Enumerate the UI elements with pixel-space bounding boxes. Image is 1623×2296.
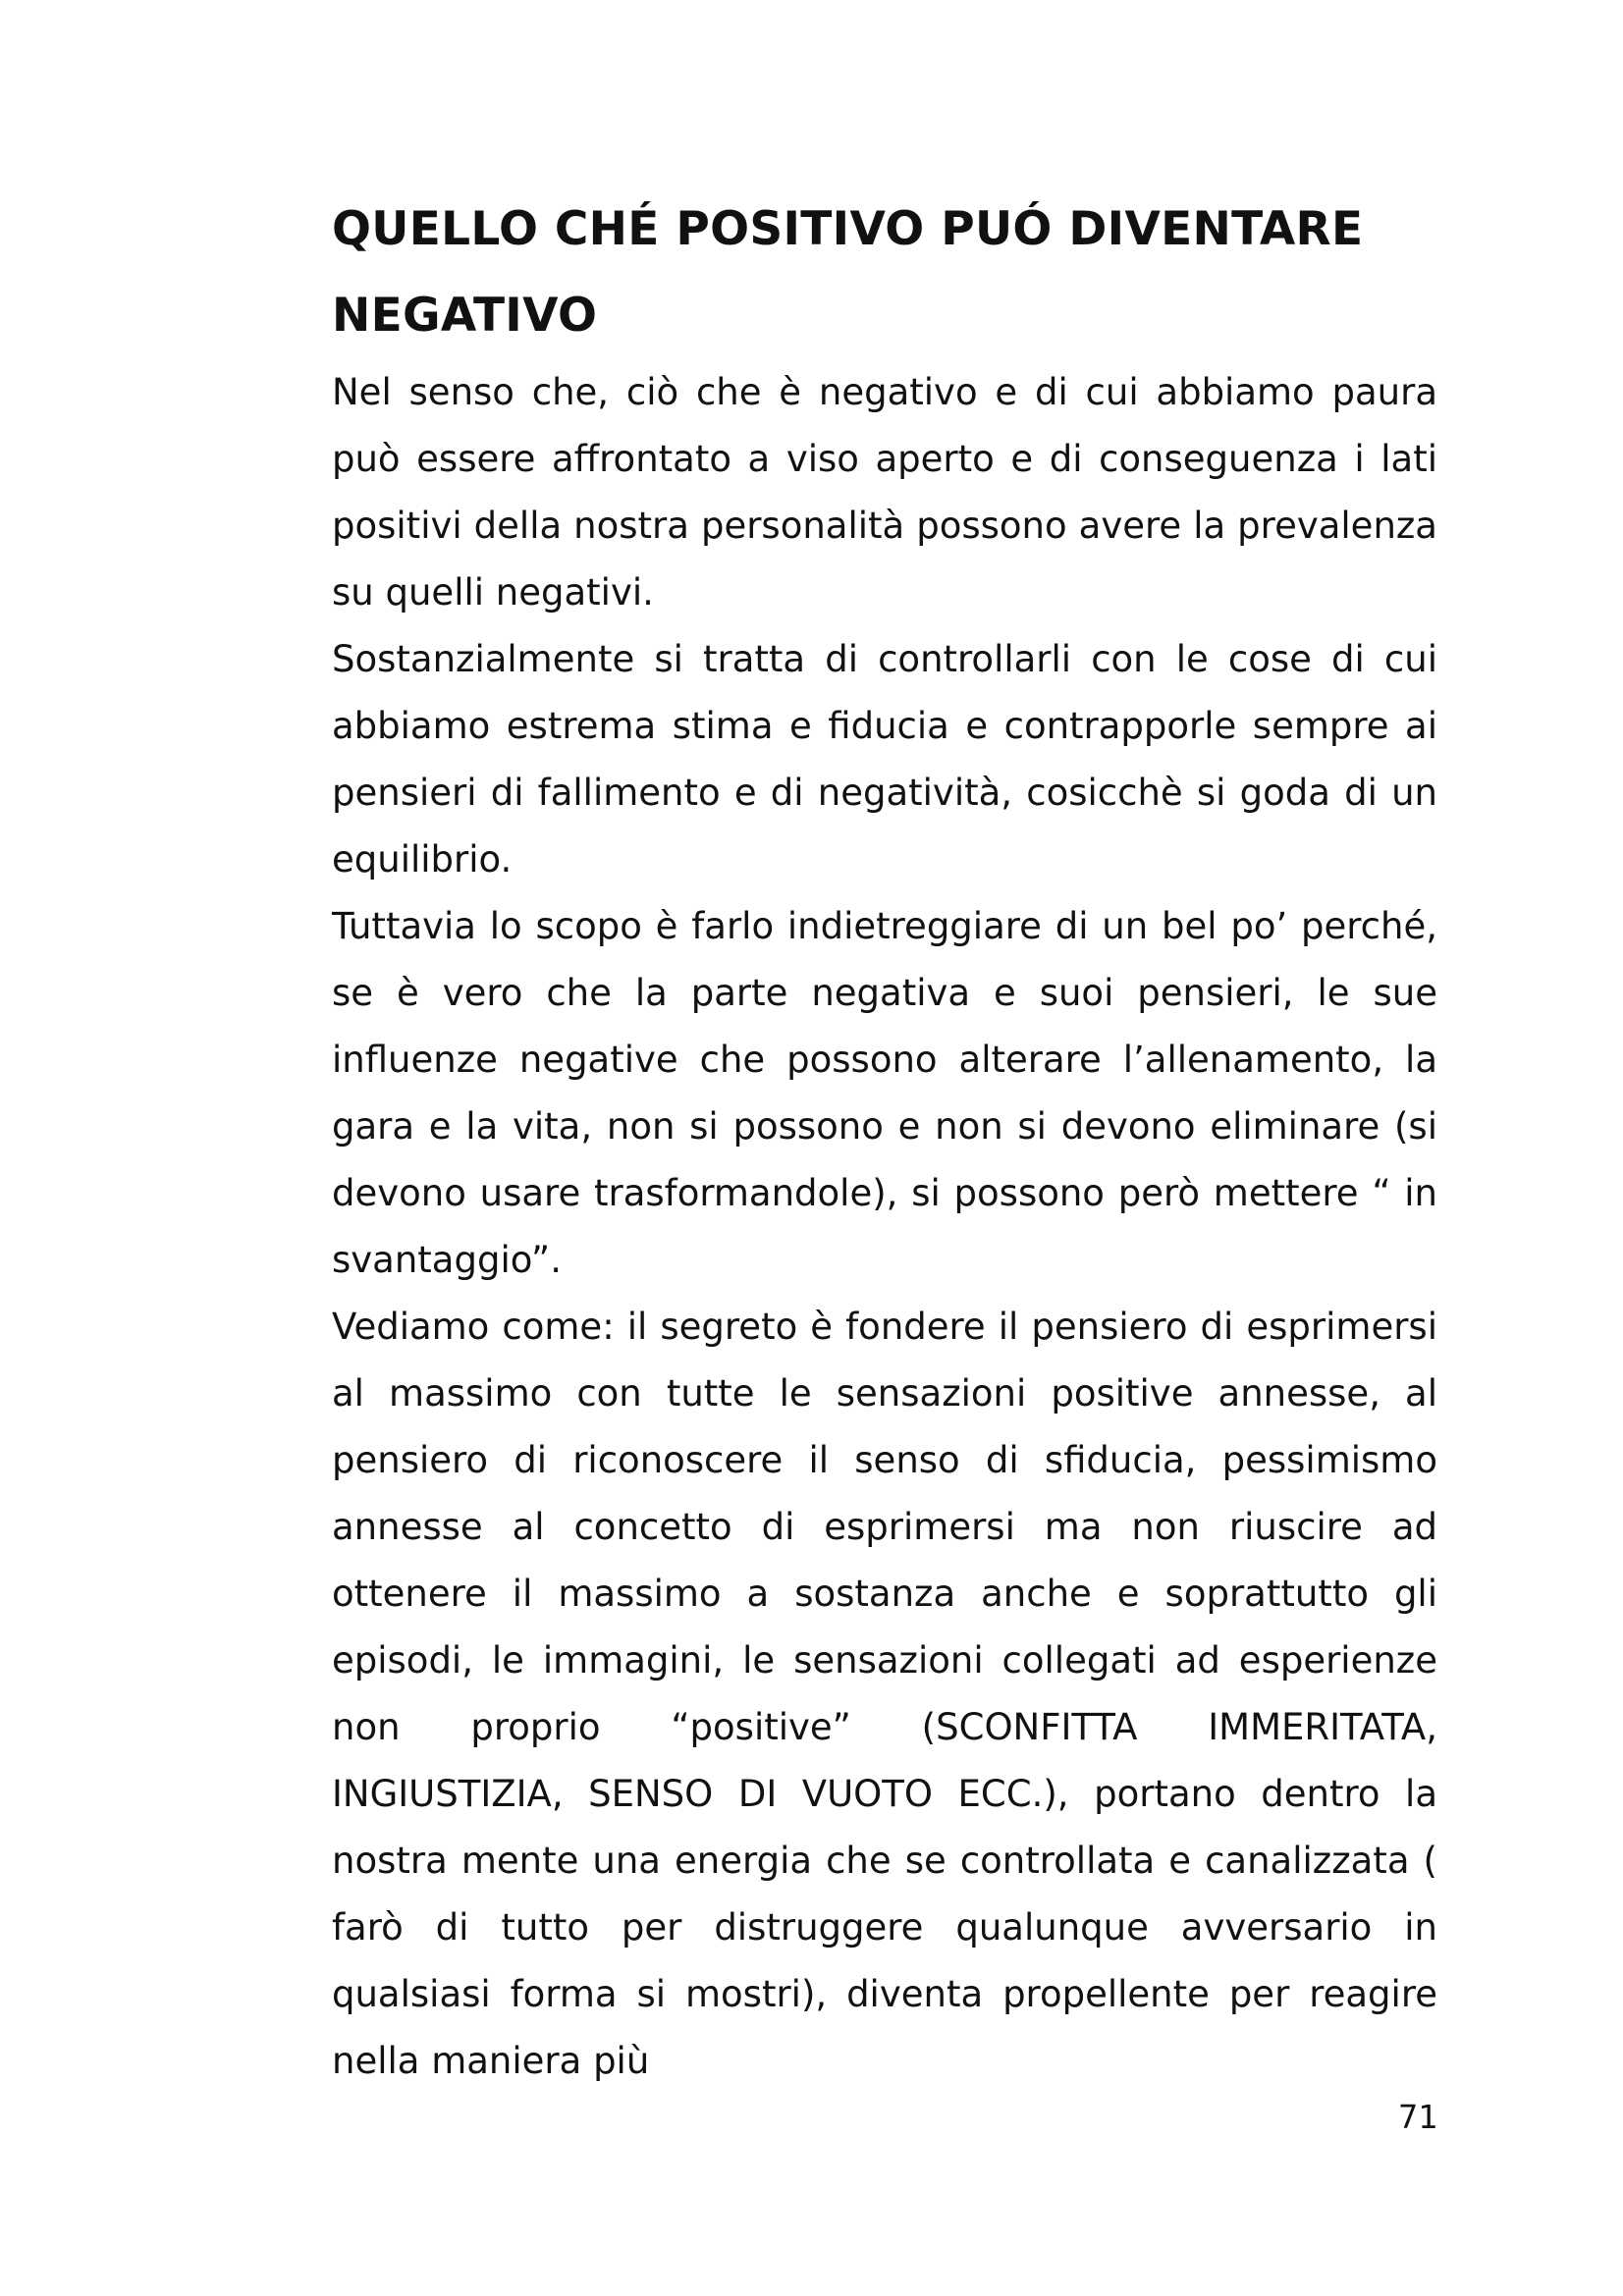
paragraph-4: Vediamo come: il segreto è fondere il pensiero di esprimersi al massimo con tutte le sensazioni positive annesse, al pensiero di riconoscere il senso di sfiducia, pessimismo annesse al concetto di esprimersi ma non riuscire ad ottenere il massimo a sostanza anche e soprattutto gli episodi, le immagini, le sensazioni collegati ad esperienze non proprio “positive” (SCONFITTA IMMERITATA, INGIUSTIZIA, SENSO DI VUOTO ECC.), portano dentro la nostra mente una energia che se controllata e canalizzata ( farò di tutto per distruggere qualunque avversario in qualsiasi forma si mostri), diventa propellente per reagire nella maniera più: [332, 1306, 1437, 2082]
paragraph-1: Nel senso che, ciò che è negativo e di cui abbiamo paura può essere affrontato a viso aperto e di conseguenza i lati positivi della nostra personalità possono avere la prevalenza su quelli negativi.: [332, 371, 1437, 614]
text-block: [332, 187, 1437, 2095]
paragraph-2: Sostanzialmente si tratta di controllarli con le cose di cui abbiamo estrema stima e fiducia e contrapporle sempre ai pensieri di fallimento e di negatività, cosicchè si goda di un equilibrio.: [332, 638, 1437, 881]
paragraph-3: Tuttavia lo scopo è farlo indietreggiare di un bel po’ perché, se è vero che la parte negativa e suoi pensieri, le sue influenze negative che possono alterare l’allenamento, la gara e la vita, non si possono e non si devono eliminare (si devono usare trasformandole), si possono però mettere “ in svantaggio”.: [332, 905, 1437, 1281]
chapter-title: QUELLO CHÉ POSITIVO PUÓ DIVENTARE NEGATIVO: [332, 202, 1364, 343]
page-number: 71: [1398, 2098, 1437, 2136]
